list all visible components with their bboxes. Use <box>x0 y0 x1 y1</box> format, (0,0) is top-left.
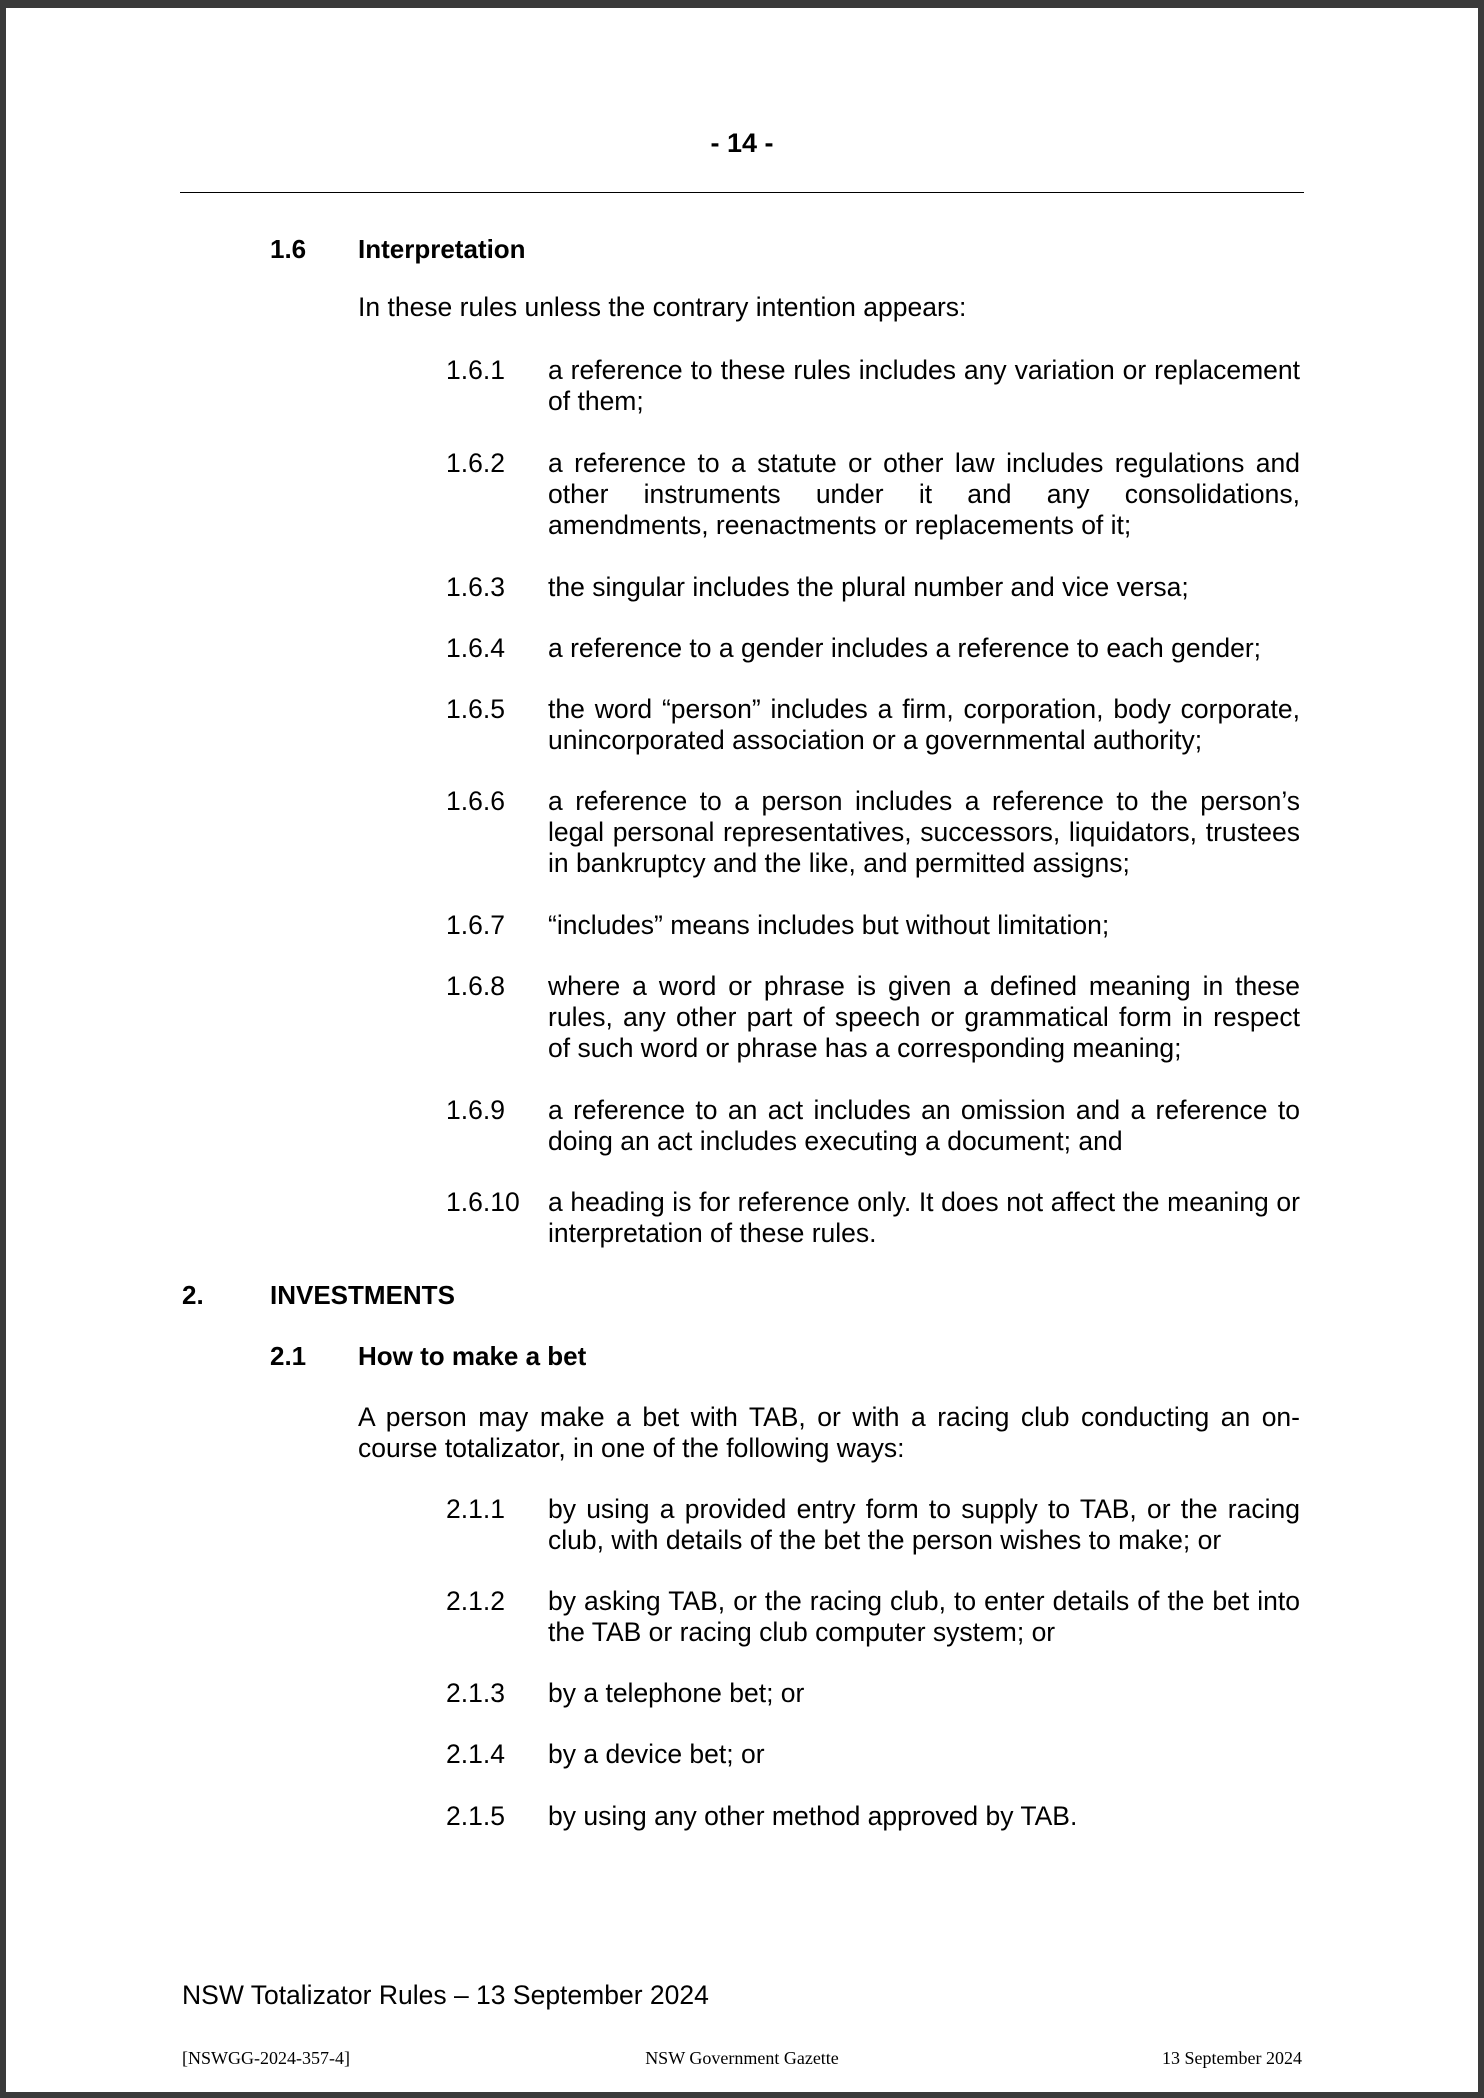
section-number: 2. <box>182 1280 204 1310</box>
document-page <box>6 8 1478 2092</box>
clause-text: the word “person” includes a firm, corporation, body corporate, unincorporated association or a governmental authority; <box>548 694 1300 755</box>
page-number: - 14 - <box>710 128 774 158</box>
clause-text: by a device bet; or <box>548 1739 765 1769</box>
clause-text: where a word or phrase is given a defined meaning in these rules, any other part of speech or grammatical form in respect of such word or phrase has a corresponding meaning; <box>548 971 1300 1063</box>
clause-number: 1.6.2 <box>446 448 505 478</box>
section-number: 2.1 <box>270 1341 307 1371</box>
section-title: INVESTMENTS <box>270 1280 455 1310</box>
section-intro: In these rules unless the contrary intention appears: <box>358 292 967 322</box>
gazette-name: NSW Government Gazette <box>645 2048 839 2068</box>
footer-title: NSW Totalizator Rules – 13 September 2024 <box>182 1980 709 2010</box>
clause-number: 1.6.5 <box>446 694 505 724</box>
clause-text: a heading is for reference only. It does not affect the meaning or interpretation of these rules. <box>548 1187 1300 1248</box>
clause-number: 1.6.8 <box>446 971 505 1001</box>
clause-number: 2.1.2 <box>446 1586 505 1616</box>
section-intro: A person may make a bet with TAB, or with a racing club conducting an on-course totalizator, in one of the following ways: <box>358 1402 1300 1463</box>
section-number: 1.6 <box>270 234 307 264</box>
clause-text: a reference to these rules includes any variation or replacement of them; <box>548 355 1300 416</box>
clause-text: the singular includes the plural number and vice versa; <box>548 572 1189 602</box>
section-title: How to make a bet <box>358 1341 587 1371</box>
clause-text: a reference to a person includes a reference to the person’s legal personal representatives, successors, liquidators, trustees in bankruptcy and the like, and permitted assigns; <box>548 786 1300 878</box>
clause-number: 2.1.5 <box>446 1801 505 1831</box>
clause-text: by using a provided entry form to supply to TAB, or the racing club, with details of the bet the person wishes to make; or <box>548 1494 1300 1555</box>
header-rule <box>180 192 1304 193</box>
clause-number: 2.1.3 <box>446 1678 505 1708</box>
clause-text: “includes” means includes but without limitation; <box>548 910 1110 940</box>
clause-number: 2.1.1 <box>446 1494 505 1524</box>
clause-text: by using any other method approved by TAB. <box>548 1801 1078 1831</box>
clause-text: a reference to an act includes an omission and a reference to doing an act includes executing a document; and <box>548 1095 1300 1156</box>
section-title: Interpretation <box>358 234 526 264</box>
clause-number: 1.6.10 <box>446 1187 520 1217</box>
clause-number: 1.6.4 <box>446 633 505 663</box>
gazette-date: 13 September 2024 <box>1162 2048 1302 2068</box>
clause-number: 2.1.4 <box>446 1739 505 1769</box>
clause-text: by asking TAB, or the racing club, to enter details of the bet into the TAB or racing club computer system; or <box>548 1586 1300 1647</box>
clause-text: a reference to a gender includes a reference to each gender; <box>548 633 1262 663</box>
clause-number: 1.6.3 <box>446 572 505 602</box>
clause-text: by a telephone bet; or <box>548 1678 805 1708</box>
gazette-reference: [NSWGG-2024-357-4] <box>182 2048 350 2068</box>
clause-number: 1.6.1 <box>446 355 505 385</box>
clause-number: 1.6.6 <box>446 786 505 816</box>
clause-number: 1.6.7 <box>446 910 505 940</box>
clause-text: a reference to a statute or other law includes regulations and other instruments under it and any consolidations, amendments, reenactments or replacements of it; <box>548 448 1300 540</box>
clause-number: 1.6.9 <box>446 1095 505 1125</box>
